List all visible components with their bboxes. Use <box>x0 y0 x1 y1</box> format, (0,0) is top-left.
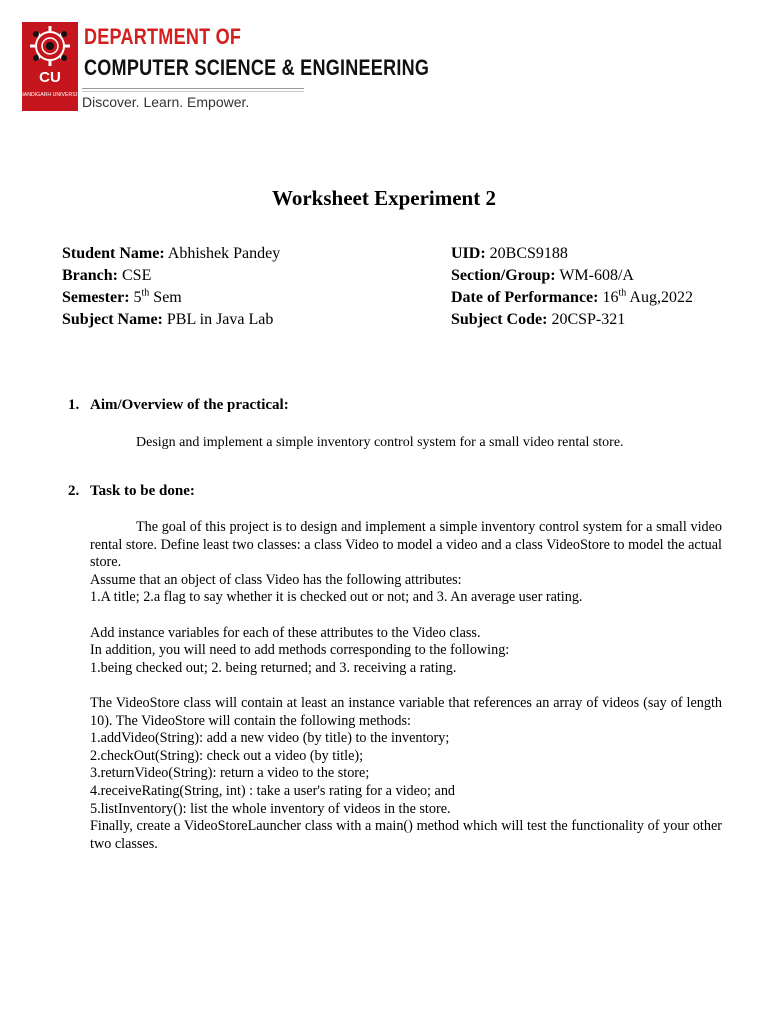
task-videostore-paragraph: The VideoStore class will contain at least an instance variable that references an array of videos (say of length 10). The VideoStore will contain the following methods: <box>90 694 722 729</box>
aim-section-heading <box>68 397 289 414</box>
task-methods-list: 1.being checked out; 2. being returned; and 3. receiving a rating. <box>90 659 457 676</box>
semester-label: Semester: <box>62 289 130 306</box>
subject-code-label: Subject Code: <box>451 311 548 328</box>
date-number: 16 <box>602 289 619 306</box>
department-title-line2: COMPUTER SCIENCE & ENGINEERING <box>84 55 430 80</box>
subject-code-value: 20CSP-321 <box>551 311 626 328</box>
date-field <box>451 288 693 308</box>
branch-value: CSE <box>122 267 152 284</box>
task-section-number: 2. <box>68 483 80 499</box>
method-item: 5.listInventory(): list the whole inventory of videos in the store. <box>90 800 451 817</box>
subject-name-value: PBL in Java Lab <box>166 311 274 328</box>
aim-section-title: Aim/Overview of the practical: <box>90 397 289 413</box>
task-add-variables: Add instance variables for each of these attributes to the Video class. <box>90 624 481 641</box>
task-section-title: Task to be done: <box>90 483 195 499</box>
section-value: WM-608/A <box>559 267 634 284</box>
task-paragraph-goal: The goal of this project is to design and implement a simple inventory control system for a small video rental store. Define least two classes: a class Video to model a video and a class VideoStore to model the actual store. <box>90 519 722 571</box>
semester-suffix: Sem <box>153 289 182 306</box>
university-tagline: Discover. Learn. Empower. <box>82 94 250 110</box>
method-item: 3.returnVideo(String): return a video to the store; <box>90 765 370 782</box>
uid-value: 20BCS9188 <box>489 245 568 262</box>
uid-field <box>451 244 568 264</box>
logo-subtext: CHANDIGARH UNIVERSITY <box>16 92 84 98</box>
date-label: Date of Performance: <box>451 289 599 306</box>
semester-number: 5 <box>133 289 142 306</box>
uid-label: UID: <box>451 245 486 262</box>
logo-text: CU <box>39 69 61 86</box>
aim-section-number: 1. <box>68 397 80 413</box>
paragraph-gap <box>90 677 722 695</box>
paragraph-gap <box>90 607 722 625</box>
worksheet-title: Worksheet Experiment 2 <box>272 186 496 210</box>
department-title-line1: DEPARTMENT OF <box>84 24 242 49</box>
university-logo <box>16 22 84 111</box>
date-suffix: Aug,2022 <box>629 289 693 306</box>
aim-text: Design and implement a simple inventory control system for a small video rental store. <box>136 435 624 450</box>
task-section-heading <box>68 483 195 500</box>
task-final-paragraph: Finally, create a VideoStoreLauncher class with a main() method which will test the functionality of your other two classes. <box>90 818 722 852</box>
task-body <box>90 519 722 853</box>
semester-superscript: th <box>141 287 150 299</box>
branch-label: Branch: <box>62 267 118 284</box>
header-divider <box>82 88 304 89</box>
section-label: Section/Group: <box>451 267 556 284</box>
gear-emblem-icon <box>16 22 84 111</box>
task-attributes-intro: Assume that an object of class Video has the following attributes: <box>90 571 462 588</box>
task-methods-intro: In addition, you will need to add methods corresponding to the following: <box>90 642 510 659</box>
branch-field <box>62 266 151 286</box>
student-name-value: Abhishek Pandey <box>167 245 281 262</box>
header-divider-secondary <box>82 91 304 92</box>
method-item: 1.addVideo(String): add a new video (by title) to the inventory; <box>90 730 450 747</box>
subject-name-label: Subject Name: <box>62 311 163 328</box>
date-superscript: th <box>618 287 627 299</box>
student-name-label: Student Name: <box>62 245 165 262</box>
method-item: 4.receiveRating(String, int) : take a user's rating for a video; and <box>90 782 456 799</box>
subject-name-field <box>62 310 273 330</box>
task-attributes-list: 1.A title; 2.a flag to say whether it is checked out or not; and 3. An average user rating. <box>90 589 583 606</box>
student-name-field <box>62 244 280 264</box>
method-item: 2.checkOut(String): check out a video (by title); <box>90 747 364 764</box>
letterhead <box>16 22 442 114</box>
section-field <box>451 266 634 286</box>
semester-field <box>62 288 182 308</box>
subject-code-field <box>451 310 625 330</box>
